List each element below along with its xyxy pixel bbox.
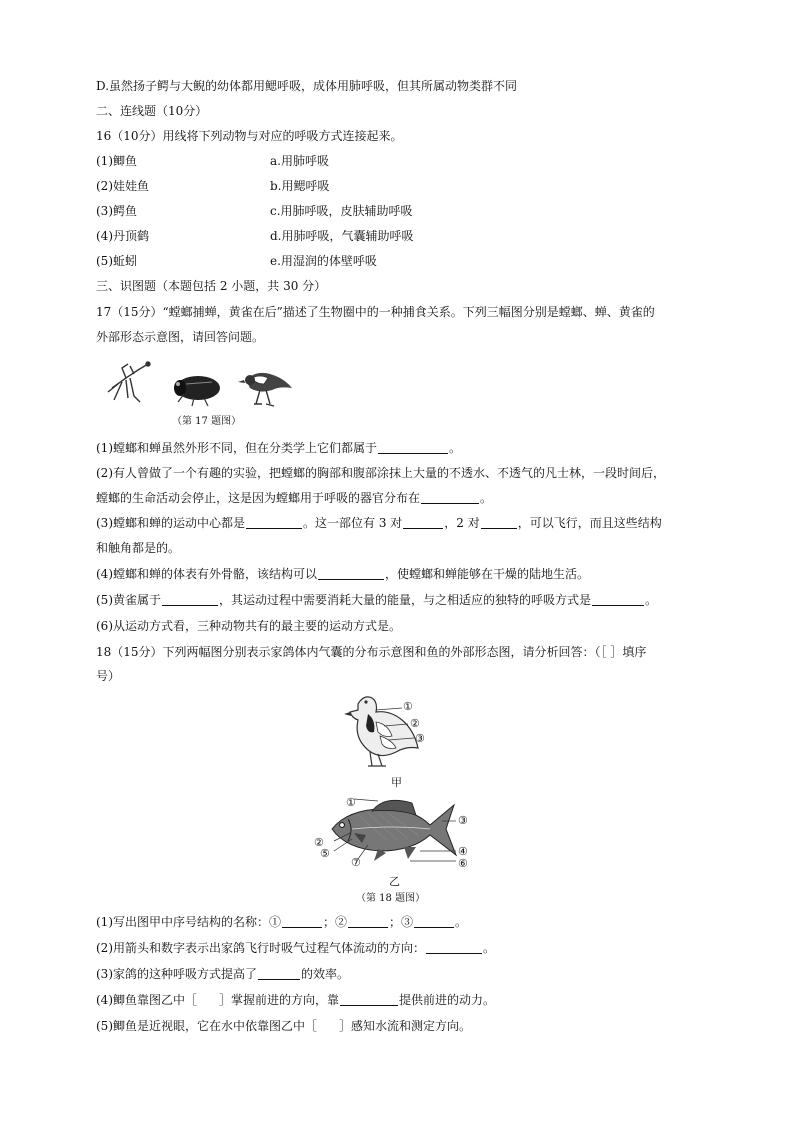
figure-17: [104, 360, 304, 410]
answer-blank[interactable]: [258, 967, 300, 980]
q17-s5-text: (5)黄雀属于: [96, 593, 161, 607]
figure-17-caption: （第 17 题图）: [172, 416, 242, 427]
animal-3: (3)鳄鱼: [96, 204, 137, 218]
q18-s1-text: (1)写出图甲中序号结构的名称：①: [96, 915, 281, 929]
method-a: a.用肺呼吸: [270, 154, 329, 168]
q17-s2-end: 。: [480, 491, 493, 505]
q18-s1-text-2: ；②: [323, 915, 348, 929]
answer-blank[interactable]: [348, 915, 388, 928]
cicada-image: [174, 376, 220, 406]
q18-sub-2: [96, 940, 495, 956]
answer-blank[interactable]: [481, 516, 517, 529]
q17-sub-4: [96, 566, 589, 582]
question-17-intro-1: 17（15分）“螳螂捕蝉，黄雀在后”描述了生物圈中的一种捕食关系。下列三幅图分别是螳螂、蝉、黄雀的: [96, 305, 655, 319]
q18-s4-end: 提供前进的动力。: [399, 993, 496, 1007]
option-d: D.虽然扬子鳄与大鲵的幼体都用鳃呼吸，成体用肺呼吸，但其所属动物类群不同: [96, 79, 518, 93]
fish-mark-6: ⑥: [458, 857, 468, 870]
pigeon-diagram: [340, 690, 440, 772]
section-2-heading: 二、连线题（10分）: [96, 104, 208, 118]
animal-5: (5)蚯蚓: [96, 254, 137, 268]
figure-jia-label: 甲: [391, 776, 402, 789]
q18-sub-5: [96, 1018, 471, 1034]
q18-sub-4: [96, 992, 495, 1008]
q17-s4-text: (4)螳螂和蝉的体表有外骨骼，该结构可以: [96, 567, 317, 581]
q18-sub-3: [96, 966, 349, 982]
q17-s5-text-2: ，其运动过程中需要消耗大量的能量，与之相适应的独特的呼吸方式是: [219, 593, 592, 607]
figure-18-caption: （第 18 题图）: [356, 893, 426, 904]
answer-blank[interactable]: [403, 516, 443, 529]
q17-sub-2-line-1: (2)有人曾做了一个有趣的实验，把螳螂的胸部和腹部涂抹上大量的不透水、不透气的凡士林，一段时间后，: [96, 466, 666, 480]
question-18-intro-2: 号）: [96, 669, 121, 683]
q18-s5-end: ］感知水流和测定方向。: [339, 1019, 472, 1033]
q18-s2-text: (2)用箭头和数字表示出家鸽飞行时吸气过程气体流动的方向：: [96, 941, 426, 955]
q17-s3-text-4: ，可以飞行，而且这些结构: [517, 516, 662, 530]
q17-sub-6: (6)从运动方式看，三种动物共有的最主要的运动方式是。: [96, 619, 402, 633]
answer-blank[interactable]: [378, 441, 448, 454]
q17-sub-2-line-2: [96, 490, 492, 506]
q17-sub-3-line-1: [96, 515, 662, 531]
q18-s5-text: (5)鲫鱼是近视眼，它在水中依靠图乙中［: [96, 1019, 317, 1033]
q18-s2-end: 。: [483, 941, 496, 955]
q17-s1-end: 。: [449, 441, 462, 455]
q18-s4-text: (4)鲫鱼靠图乙中［: [96, 993, 197, 1007]
answer-blank[interactable]: [414, 915, 454, 928]
q17-sub-3-line-2: 和触角都是的。: [96, 541, 181, 555]
bird-mark-3: ③: [415, 732, 425, 745]
animal-2: (2)娃娃鱼: [96, 179, 149, 193]
q18-sub-1: [96, 914, 467, 930]
answer-blank[interactable]: [426, 941, 482, 954]
q17-s1-text: (1)螳螂和蝉虽然外形不同，但在分类学上它们都属于: [96, 441, 378, 455]
fish-mark-3: ③: [458, 814, 468, 827]
section-3-heading: 三、识图题（本题包括 2 小题，共 30 分）: [96, 279, 327, 293]
sparrow-image: [238, 373, 292, 406]
q18-s4-text-2: ］掌握前进的方向，靠: [219, 993, 340, 1007]
q17-s2-text: 螳螂的生命活动会停止，这是因为螳螂用于呼吸的器官分布在: [96, 491, 421, 505]
q18-s1-end: 。: [455, 915, 468, 929]
bird-mark-1: ①: [403, 700, 413, 713]
figure-yi-label: 乙: [389, 875, 400, 888]
question-17-intro-2: 外部形态示意图，请回答问题。: [96, 330, 265, 344]
q17-s3-text-2: 。这一部位有 3 对: [303, 516, 403, 530]
fish-mark-5: ⑤: [320, 847, 330, 860]
q17-sub-5: [96, 592, 657, 608]
q18-s3-text: (3)家鸽的这种呼吸方式提高了: [96, 967, 257, 981]
question-16: 16（10分）用线将下列动物与对应的呼吸方式连接起来。: [96, 129, 403, 143]
method-c: c.用肺呼吸，皮肤辅助呼吸: [270, 204, 413, 218]
animal-4: (4)丹顶鹤: [96, 229, 149, 243]
q17-s3-text-3: ，2 对: [444, 516, 480, 530]
q18-s3-end: 的效率。: [301, 967, 350, 981]
animal-1: (1)鲫鱼: [96, 154, 137, 168]
bird-mark-2: ②: [410, 717, 420, 730]
answer-blank[interactable]: [421, 491, 479, 504]
q17-s5-end: 。: [645, 593, 658, 607]
mantis-image: [108, 362, 150, 402]
fish-mark-4: ④: [458, 845, 468, 858]
q17-s4-end: ，使螳螂和蝉能够在干燥的陆地生活。: [385, 567, 590, 581]
fish-mark-1: ①: [346, 796, 356, 809]
answer-blank[interactable]: [246, 516, 302, 529]
method-b: b.用鳃呼吸: [270, 179, 330, 193]
answer-blank[interactable]: [318, 567, 384, 580]
method-e: e.用湿润的体壁呼吸: [270, 254, 377, 268]
fish-mark-7: ⑦: [351, 856, 361, 869]
fish-mark-2: ②: [314, 836, 324, 849]
method-d: d.用肺呼吸，气囊辅助呼吸: [270, 229, 414, 243]
q17-sub-1: [96, 440, 461, 456]
answer-blank[interactable]: [282, 915, 322, 928]
question-18-intro-1: 18（15分）下列两幅图分别表示家鸽体内气囊的分布示意图和鱼的外部形态图，请分析回答：（［ ］填序: [96, 645, 647, 659]
answer-blank[interactable]: [340, 993, 398, 1006]
q17-s3-text: (3)螳螂和蝉的运动中心都是: [96, 516, 245, 530]
q18-s1-text-3: ；③: [389, 915, 414, 929]
answer-blank[interactable]: [592, 593, 644, 606]
answer-blank[interactable]: [162, 593, 218, 606]
